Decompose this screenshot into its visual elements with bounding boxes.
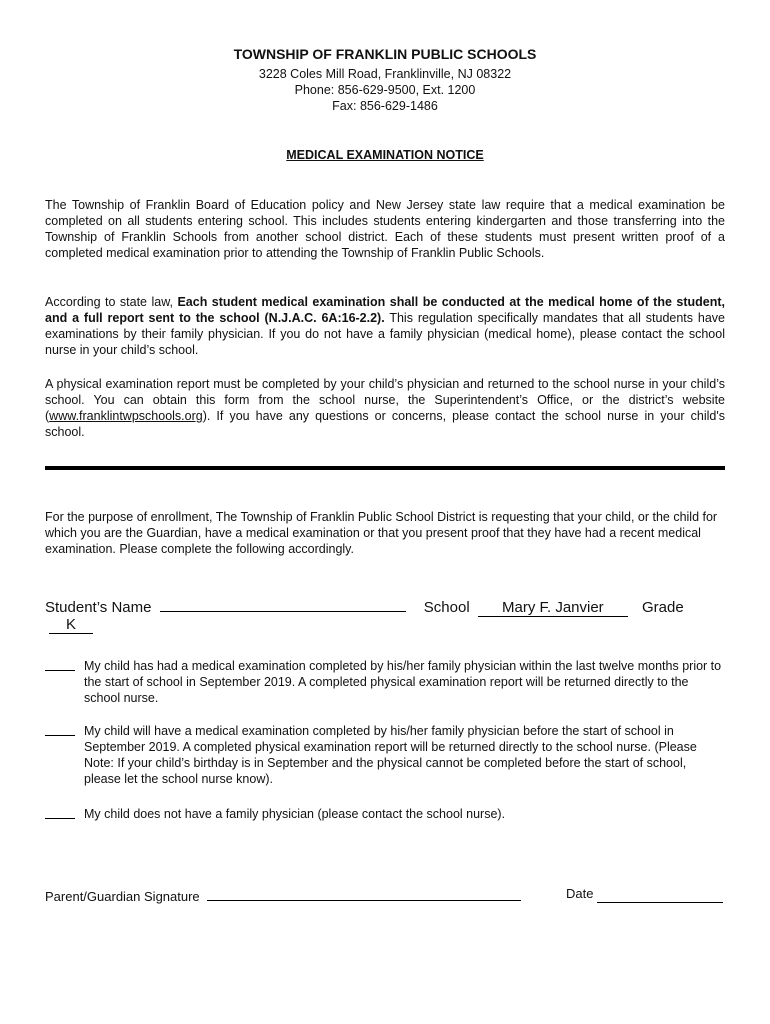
date-field[interactable]	[597, 888, 723, 903]
district-phone: Phone: 856-629-9500, Ext. 1200	[294, 83, 476, 97]
notice-title: MEDICAL EXAMINATION NOTICE	[286, 148, 484, 162]
option-exam-scheduled	[45, 723, 725, 789]
student-name-label: Student’s Name	[45, 599, 152, 616]
state-law-requirement: Each student medical examination shall be conducted at the medical home of the student, and a full report sent to the school (N.J.A.C. 6A:16-2.2).	[45, 295, 725, 325]
paragraph-enrollment: For the purpose of enrollment, The Township of Franklin Public School District is requesting that your child, or the child for which you are the Guardian, have a medical examination or that you present proof that they have had a recent medical examination. Please complete the following accordingly.	[45, 510, 718, 556]
grade-label: Grade	[642, 599, 684, 616]
paragraph-policy: The Township of Franklin Board of Education policy and New Jersey state law require that a medical examination be completed on all students entering school. This includes students entering kindergarten and those transferring into the Township of Franklin Schools from another school district. Each of these students must present written proof of a completed medical examination prior to attending the Township of Franklin Public Schools.	[45, 198, 725, 260]
school-field[interactable]: Mary F. Janvier	[478, 600, 628, 617]
section-divider	[45, 466, 725, 470]
student-info-row	[45, 600, 725, 634]
grade-field[interactable]: K	[49, 617, 93, 634]
signature-row	[45, 886, 725, 905]
option-no-physician-text: My child does not have a family physician (please contact the school nurse).	[84, 807, 506, 821]
paragraph-state-law	[45, 294, 725, 358]
date-label: Date	[566, 886, 594, 901]
option-exam-completed	[45, 658, 725, 708]
state-law-intro: According to state law,	[45, 295, 178, 309]
option-exam-completed-text: My child has had a medical examination completed by his/her family physician within the last twelve months prior to the start of school in September 2019. A completed physical examination report will be returned directly to the school nurse.	[84, 659, 722, 705]
option-exam-scheduled-checkline[interactable]	[45, 735, 75, 736]
option-exam-scheduled-text: My child will have a medical examination completed by his/her family physician before the start of school in September 2019. A completed physical examination report will be returned directly to the school nurse. (Please Note: If your child’s birthday is in September and the physical cannot be completed before the start of school, please let the school nurse know).	[84, 724, 697, 786]
student-name-field[interactable]	[160, 611, 406, 612]
parent-signature-label: Parent/Guardian Signature	[45, 889, 200, 904]
school-label: School	[423, 599, 470, 616]
parent-signature-field[interactable]	[207, 886, 521, 901]
district-website-link[interactable]: www.franklintwpschools.org	[49, 409, 203, 423]
option-exam-completed-checkline[interactable]	[45, 670, 75, 671]
school-district-title: TOWNSHIP OF FRANKLIN PUBLIC SCHOOLS	[233, 46, 537, 62]
state-law-details: This regulation specifically mandates that all students have examinations by their family physician. If you do not have a family physician (medical home), please contact the school nurse in your child’s school.	[45, 311, 725, 357]
report-text-start: A physical examination report must be completed by your child’s physician and returned to the school nurse in your child’s school. You can obtain this form from the school nurse, the Superintendent’s Office, or the district’s website (	[45, 377, 725, 423]
option-no-physician	[45, 806, 725, 826]
option-no-physician-checkline[interactable]	[45, 818, 75, 819]
district-address: 3228 Coles Mill Road, Franklinville, NJ 08322	[258, 67, 512, 81]
paragraph-report	[45, 376, 725, 440]
district-fax: Fax: 856-629-1486	[332, 99, 438, 113]
report-text-end: ). If you have any questions or concerns, please contact the school nurse in your child's school.	[45, 409, 725, 439]
